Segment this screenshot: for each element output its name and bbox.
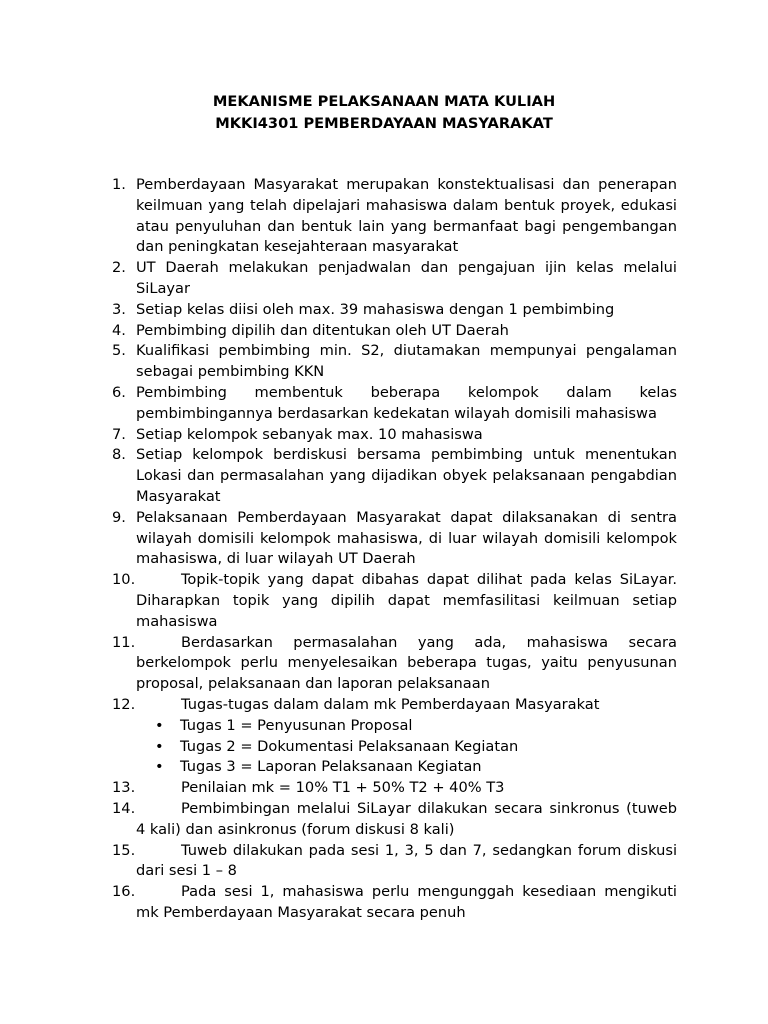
list-item (0, 882, 677, 924)
list-item (0, 570, 677, 632)
list-item (0, 341, 677, 383)
list-item-number: 1. (112, 176, 126, 193)
list-item-text: Penilaian mk = 10% T1 + 50% T2 + 40% T3 (181, 779, 505, 797)
list-item-text: Setiap kelas diisi oleh max. 39 mahasiswa dengan 1 pembimbing (136, 300, 615, 318)
list-item-text: Setiap kelompok berdiskusi bersama pembimbing untuk menentukan Lokasi dan permasalahan yang dijadikan obyek pelaksanaan pengabdian Masyarakat (136, 446, 677, 505)
list-item (0, 841, 677, 883)
list-item (0, 695, 677, 716)
task-bullet-text: Tugas 2 = Dokumentasi Pelaksanaan Kegiatan (180, 737, 519, 755)
list-item (0, 799, 677, 841)
list-item-number: 13. (112, 779, 136, 797)
list-item-number: 3. (112, 300, 126, 318)
list-item (0, 425, 677, 446)
list-item-number: 5. (112, 342, 126, 360)
bullet-icon: • (155, 716, 164, 734)
list-item-number: 12. (112, 695, 136, 713)
task-bullet-item (0, 737, 768, 758)
list-item (0, 300, 677, 321)
list-item-text: Pemberdayaan Masyarakat merupakan konstektualisasi dan penerapan keilmuan yang telah dipelajari mahasiswa dalam bentuk proyek, edukasi atau penyuluhan dan bentuk lain yang bermanfaat bagi pengembangan dan peningkatan kesejahteraan masyarakat (136, 176, 677, 256)
document-title-line1: MEKANISME PELAKSANAAN MATA KULIAH (212, 93, 556, 110)
task-bullet-item (0, 757, 768, 778)
list-item (0, 445, 677, 507)
task-bullet-text: Tugas 1 = Penyusunan Proposal (180, 716, 413, 734)
list-item-text: Berdasarkan permasalahan yang ada, mahasiswa secara berkelompok perlu menyelesaikan beberapa tugas, yaitu penyusunan proposal, pelaksanaan dan laporan pelaksanaan (136, 633, 677, 693)
list-item (0, 321, 677, 342)
list-item-number: 7. (112, 425, 126, 443)
list-item-number: 10. (112, 571, 136, 589)
list-item-text: Setiap kelompok sebanyak max. 10 mahasiswa (136, 425, 483, 443)
list-item (0, 633, 677, 695)
list-item-number: 9. (112, 508, 126, 526)
list-item (0, 508, 677, 570)
list-item (0, 175, 677, 258)
list-item-number: 8. (112, 446, 126, 464)
bullet-icon: • (155, 737, 164, 755)
list-item-number: 4. (112, 321, 126, 339)
list-item-text: Tuweb dilakukan pada sesi 1, 3, 5 dan 7, sedangkan forum diskusi dari sesi 1 – 8 (136, 841, 677, 880)
document-title-line2: MKKI4301 PEMBERDAYAAN MASYARAKAT (215, 115, 553, 132)
list-item-number: 2. (112, 259, 126, 277)
list-item-text: Tugas-tugas dalam dalam mk Pemberdayaan Masyarakat (181, 695, 600, 713)
list-item-number: 6. (112, 383, 126, 401)
task-bullet-item (0, 716, 768, 737)
task-bullet-text: Tugas 3 = Laporan Pelaksanaan Kegiatan (180, 758, 482, 776)
list-item-text: UT Daerah melakukan penjadwalan dan pengajuan ijin kelas melalui SiLayar (136, 259, 677, 297)
list-item-text: Pembimbingan melalui SiLayar dilakukan secara sinkronus (tuweb 4 kali) dan asinkronus (forum diskusi 8 kali) (136, 799, 677, 838)
list-item-number: 14. (112, 799, 136, 817)
list-item (0, 778, 677, 799)
mechanism-list (0, 175, 768, 924)
list-item (0, 383, 677, 425)
list-item-text: Kualifikasi pembimbing min. S2, diutamakan mempunyai pengalaman sebagai pembimbing KKN (136, 342, 677, 381)
list-item-number: 16. (112, 883, 136, 901)
list-item-number: 11. (112, 633, 136, 651)
list-item-text: Pada sesi 1, mahasiswa perlu mengunggah kesediaan mengikuti mk Pemberdayaan Masyarakat secara penuh (136, 883, 677, 921)
list-item-text: Pembimbing membentuk beberapa kelompok dalam kelas pembimbingannya berdasarkan kedekatan wilayah domisili mahasiswa (136, 383, 677, 422)
list-item-text: Pelaksanaan Pemberdayaan Masyarakat dapat dilaksanakan di sentra wilayah domisili kelompok mahasiswa, di luar wilayah domisili kelompok mahasiswa, di luar wilayah UT Daerah (136, 508, 677, 568)
list-item-number: 15. (112, 841, 136, 859)
list-item (0, 258, 677, 300)
bullet-icon: • (155, 758, 164, 776)
list-item-text: Pembimbing dipilih dan ditentukan oleh UT Daerah (136, 321, 509, 339)
list-item-text: Topik-topik yang dapat dibahas dapat dilihat pada kelas SiLayar. Diharapkan topik yang dipilih dapat memfasilitasi keilmuan setiap mahasiswa (136, 571, 677, 630)
task-bullet-list (0, 716, 768, 778)
